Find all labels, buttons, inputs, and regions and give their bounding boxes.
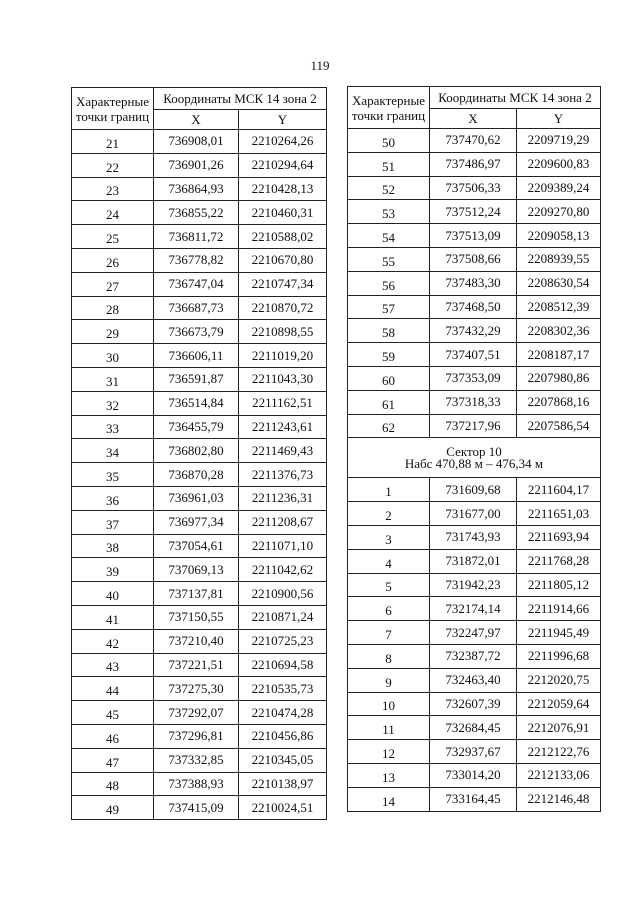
coord-y: 2210898,55 xyxy=(239,320,327,344)
table-row xyxy=(72,724,327,748)
sector-heading-cell xyxy=(348,438,601,478)
coord-y: 2207868,16 xyxy=(517,390,601,414)
point-number: 42 xyxy=(72,629,154,653)
coord-y: 2209389,24 xyxy=(517,176,601,200)
table-row xyxy=(348,271,601,295)
table-row xyxy=(72,225,327,249)
coord-x: 732387,72 xyxy=(430,644,517,668)
coord-y: 2210460,31 xyxy=(239,201,327,225)
point-number: 36 xyxy=(72,486,154,510)
coord-x: 737150,55 xyxy=(154,605,239,629)
coord-y: 2208630,54 xyxy=(517,271,601,295)
point-number: 11 xyxy=(348,716,430,740)
coord-x: 736606,11 xyxy=(154,344,239,368)
coord-y: 2209270,80 xyxy=(517,200,601,224)
coord-x: 737318,33 xyxy=(430,390,517,414)
coord-y: 2211768,28 xyxy=(517,549,601,573)
coord-y: 2210294,64 xyxy=(239,153,327,177)
coord-x: 733164,45 xyxy=(430,787,517,811)
table-row xyxy=(348,644,601,668)
point-number: 33 xyxy=(72,415,154,439)
table-row xyxy=(348,692,601,716)
table-row xyxy=(72,367,327,391)
table-row xyxy=(72,272,327,296)
coord-x: 737470,62 xyxy=(430,129,517,153)
coord-y: 2212122,76 xyxy=(517,740,601,764)
point-number: 30 xyxy=(72,344,154,368)
coord-x: 737513,09 xyxy=(430,224,517,248)
coord-y: 2210747,34 xyxy=(239,272,327,296)
coord-x: 736908,01 xyxy=(154,130,239,154)
table-row xyxy=(72,701,327,725)
table-row xyxy=(72,153,327,177)
table-row xyxy=(72,582,327,606)
coord-y: 2211805,12 xyxy=(517,573,601,597)
point-number: 59 xyxy=(348,343,430,367)
sector-table-body xyxy=(348,478,601,811)
table-row xyxy=(72,605,327,629)
table-row xyxy=(72,629,327,653)
table-row xyxy=(72,796,327,820)
table-row xyxy=(72,677,327,701)
table-row xyxy=(72,296,327,320)
coord-y: 2211043,30 xyxy=(239,367,327,391)
point-number: 1 xyxy=(348,478,430,502)
coord-x: 731609,68 xyxy=(430,478,517,502)
coord-y: 2212059,64 xyxy=(517,692,601,716)
point-number: 29 xyxy=(72,320,154,344)
header-x: X xyxy=(154,110,239,130)
coord-x: 736455,79 xyxy=(154,415,239,439)
coord-x: 736811,72 xyxy=(154,225,239,249)
table-row xyxy=(72,177,327,201)
coord-y: 2208187,17 xyxy=(517,343,601,367)
header-x: X xyxy=(430,109,517,129)
coord-y: 2212133,06 xyxy=(517,763,601,787)
point-number: 39 xyxy=(72,558,154,582)
coord-y: 2212076,91 xyxy=(517,716,601,740)
point-number: 4 xyxy=(348,549,430,573)
sector-header xyxy=(348,438,601,478)
point-number: 58 xyxy=(348,319,430,343)
point-number: 56 xyxy=(348,271,430,295)
coord-y: 2211042,62 xyxy=(239,558,327,582)
coord-y: 2211376,73 xyxy=(239,463,327,487)
point-number: 13 xyxy=(348,763,430,787)
coord-y: 2211604,17 xyxy=(517,478,601,502)
point-number: 28 xyxy=(72,296,154,320)
table-row xyxy=(72,486,327,510)
point-number: 21 xyxy=(72,130,154,154)
coord-x: 737353,09 xyxy=(430,366,517,390)
coordinates-table-left xyxy=(71,87,327,820)
point-number: 47 xyxy=(72,748,154,772)
header-points: Характерные точки границ xyxy=(72,88,154,130)
table-row xyxy=(348,129,601,153)
coord-x: 732607,39 xyxy=(430,692,517,716)
table-row xyxy=(348,414,601,438)
coord-x: 736870,28 xyxy=(154,463,239,487)
table-row xyxy=(348,549,601,573)
table-row xyxy=(348,319,601,343)
point-number: 32 xyxy=(72,391,154,415)
coord-y: 2211469,43 xyxy=(239,439,327,463)
coord-y: 2211914,66 xyxy=(517,597,601,621)
table-row xyxy=(348,295,601,319)
coord-x: 736855,22 xyxy=(154,201,239,225)
coord-x: 737332,85 xyxy=(154,748,239,772)
point-number: 60 xyxy=(348,366,430,390)
coord-y: 2210694,58 xyxy=(239,653,327,677)
header-coords: Координаты МСК 14 зона 2 xyxy=(154,88,327,110)
coord-x: 736901,26 xyxy=(154,153,239,177)
point-number: 54 xyxy=(348,224,430,248)
coord-y: 2210428,13 xyxy=(239,177,327,201)
table-row xyxy=(72,558,327,582)
coord-x: 737275,30 xyxy=(154,677,239,701)
table-row xyxy=(348,152,601,176)
table-row xyxy=(72,391,327,415)
coord-x: 736802,80 xyxy=(154,439,239,463)
point-number: 44 xyxy=(72,677,154,701)
point-number: 9 xyxy=(348,668,430,692)
coord-y: 2210474,28 xyxy=(239,701,327,725)
table-row xyxy=(72,463,327,487)
coord-x: 731872,01 xyxy=(430,549,517,573)
table-row xyxy=(348,740,601,764)
coord-x: 737388,93 xyxy=(154,772,239,796)
point-number: 35 xyxy=(72,463,154,487)
coord-x: 737506,33 xyxy=(430,176,517,200)
coord-x: 737407,51 xyxy=(430,343,517,367)
point-number: 49 xyxy=(72,796,154,820)
coord-y: 2211019,20 xyxy=(239,344,327,368)
coord-y: 2210024,51 xyxy=(239,796,327,820)
coord-x: 732684,45 xyxy=(430,716,517,740)
coord-x: 736687,73 xyxy=(154,296,239,320)
coord-x: 736514,84 xyxy=(154,391,239,415)
coord-x: 737486,97 xyxy=(430,152,517,176)
table-row xyxy=(348,621,601,645)
coord-x: 737210,40 xyxy=(154,629,239,653)
point-number: 45 xyxy=(72,701,154,725)
point-number: 26 xyxy=(72,248,154,272)
point-number: 38 xyxy=(72,534,154,558)
table-row xyxy=(72,344,327,368)
coord-y: 2209600,83 xyxy=(517,152,601,176)
point-number: 40 xyxy=(72,582,154,606)
coord-y: 2211243,61 xyxy=(239,415,327,439)
header-y: Y xyxy=(239,110,327,130)
coord-y: 2211208,67 xyxy=(239,510,327,534)
coord-y: 2208302,36 xyxy=(517,319,601,343)
point-number: 55 xyxy=(348,247,430,271)
table-row xyxy=(348,573,601,597)
point-number: 27 xyxy=(72,272,154,296)
table-row xyxy=(348,366,601,390)
point-number: 57 xyxy=(348,295,430,319)
point-number: 23 xyxy=(72,177,154,201)
table-row xyxy=(348,597,601,621)
header-points: Характерные точки границ xyxy=(348,87,430,129)
coord-x: 733014,20 xyxy=(430,763,517,787)
table-row xyxy=(348,716,601,740)
coord-y: 2212146,48 xyxy=(517,787,601,811)
coord-y: 2211693,94 xyxy=(517,525,601,549)
table-row xyxy=(348,502,601,526)
table-row xyxy=(72,653,327,677)
table-row xyxy=(348,787,601,811)
table-row xyxy=(72,248,327,272)
point-number: 48 xyxy=(72,772,154,796)
coord-x: 732174,14 xyxy=(430,597,517,621)
point-number: 34 xyxy=(72,439,154,463)
point-number: 41 xyxy=(72,605,154,629)
table-row xyxy=(348,478,601,502)
coord-x: 737069,13 xyxy=(154,558,239,582)
point-number: 2 xyxy=(348,502,430,526)
table-row xyxy=(348,176,601,200)
coord-x: 737217,96 xyxy=(430,414,517,438)
table-row xyxy=(348,763,601,787)
coord-x: 737415,09 xyxy=(154,796,239,820)
coord-y: 2211945,49 xyxy=(517,621,601,645)
point-number: 12 xyxy=(348,740,430,764)
coord-y: 2210345,05 xyxy=(239,748,327,772)
coord-x: 737512,24 xyxy=(430,200,517,224)
coord-x: 736778,82 xyxy=(154,248,239,272)
table-row xyxy=(72,439,327,463)
coord-y: 2207586,54 xyxy=(517,414,601,438)
coord-x: 737296,81 xyxy=(154,724,239,748)
right-table-body xyxy=(348,129,601,438)
coord-x: 737292,07 xyxy=(154,701,239,725)
point-number: 8 xyxy=(348,644,430,668)
coord-y: 2208939,55 xyxy=(517,247,601,271)
coord-y: 2209058,13 xyxy=(517,224,601,248)
point-number: 37 xyxy=(72,510,154,534)
coord-x: 737054,61 xyxy=(154,534,239,558)
coordinates-table-right xyxy=(347,86,601,812)
coord-y: 2211162,51 xyxy=(239,391,327,415)
coord-x: 736977,34 xyxy=(154,510,239,534)
coord-y: 2210725,23 xyxy=(239,629,327,653)
point-number: 43 xyxy=(72,653,154,677)
point-number: 22 xyxy=(72,153,154,177)
coord-y: 2211651,03 xyxy=(517,502,601,526)
table-row xyxy=(72,534,327,558)
coord-x: 732463,40 xyxy=(430,668,517,692)
table-row xyxy=(72,510,327,534)
point-number: 50 xyxy=(348,129,430,153)
coord-x: 736673,79 xyxy=(154,320,239,344)
coord-y: 2210670,80 xyxy=(239,248,327,272)
coord-y: 2211996,68 xyxy=(517,644,601,668)
point-number: 51 xyxy=(348,152,430,176)
coord-y: 2211236,31 xyxy=(239,486,327,510)
coord-x: 732247,97 xyxy=(430,621,517,645)
table-row xyxy=(348,224,601,248)
coord-y: 2210456,86 xyxy=(239,724,327,748)
point-number: 6 xyxy=(348,597,430,621)
coord-x: 736961,03 xyxy=(154,486,239,510)
coord-x: 737483,30 xyxy=(430,271,517,295)
coord-x: 737432,29 xyxy=(430,319,517,343)
left-table-body xyxy=(72,130,327,820)
header-coords: Координаты МСК 14 зона 2 xyxy=(430,87,601,109)
coord-x: 737137,81 xyxy=(154,582,239,606)
coord-y: 2210264,26 xyxy=(239,130,327,154)
table-row xyxy=(72,748,327,772)
coord-x: 737468,50 xyxy=(430,295,517,319)
table-row xyxy=(348,343,601,367)
table-row xyxy=(72,772,327,796)
table-row xyxy=(348,525,601,549)
coord-x: 737508,66 xyxy=(430,247,517,271)
point-number: 31 xyxy=(72,367,154,391)
point-number: 14 xyxy=(348,787,430,811)
coord-x: 736747,04 xyxy=(154,272,239,296)
header-y: Y xyxy=(517,109,601,129)
coord-y: 2209719,29 xyxy=(517,129,601,153)
coord-x: 731677,00 xyxy=(430,502,517,526)
table-row xyxy=(72,201,327,225)
coord-x: 732937,67 xyxy=(430,740,517,764)
coord-y: 2210870,72 xyxy=(239,296,327,320)
point-number: 53 xyxy=(348,200,430,224)
coord-x: 731743,93 xyxy=(430,525,517,549)
point-number: 46 xyxy=(72,724,154,748)
table-row xyxy=(72,415,327,439)
coord-y: 2212020,75 xyxy=(517,668,601,692)
table-row xyxy=(72,130,327,154)
coord-x: 737221,51 xyxy=(154,653,239,677)
coord-y: 2210900,56 xyxy=(239,582,327,606)
coord-y: 2210871,24 xyxy=(239,605,327,629)
point-number: 25 xyxy=(72,225,154,249)
table-row xyxy=(348,390,601,414)
coord-x: 736864,93 xyxy=(154,177,239,201)
table-row xyxy=(72,320,327,344)
point-number: 5 xyxy=(348,573,430,597)
point-number: 62 xyxy=(348,414,430,438)
point-number: 61 xyxy=(348,390,430,414)
page-number: 119 xyxy=(310,58,330,73)
point-number: 10 xyxy=(348,692,430,716)
coord-x: 731942,23 xyxy=(430,573,517,597)
point-number: 3 xyxy=(348,525,430,549)
coord-y: 2211071,10 xyxy=(239,534,327,558)
sector-title: Сектор 10 xyxy=(446,444,502,460)
sector-height-range: Набс 470,88 м – 476,34 м xyxy=(404,456,544,472)
point-number: 7 xyxy=(348,621,430,645)
coord-y: 2210138,97 xyxy=(239,772,327,796)
coord-y: 2207980,86 xyxy=(517,366,601,390)
point-number: 24 xyxy=(72,201,154,225)
coord-x: 736591,87 xyxy=(154,367,239,391)
table-row xyxy=(348,200,601,224)
coord-y: 2210588,02 xyxy=(239,225,327,249)
table-row xyxy=(348,668,601,692)
coord-y: 2208512,39 xyxy=(517,295,601,319)
point-number: 52 xyxy=(348,176,430,200)
table-row xyxy=(348,247,601,271)
coord-y: 2210535,73 xyxy=(239,677,327,701)
